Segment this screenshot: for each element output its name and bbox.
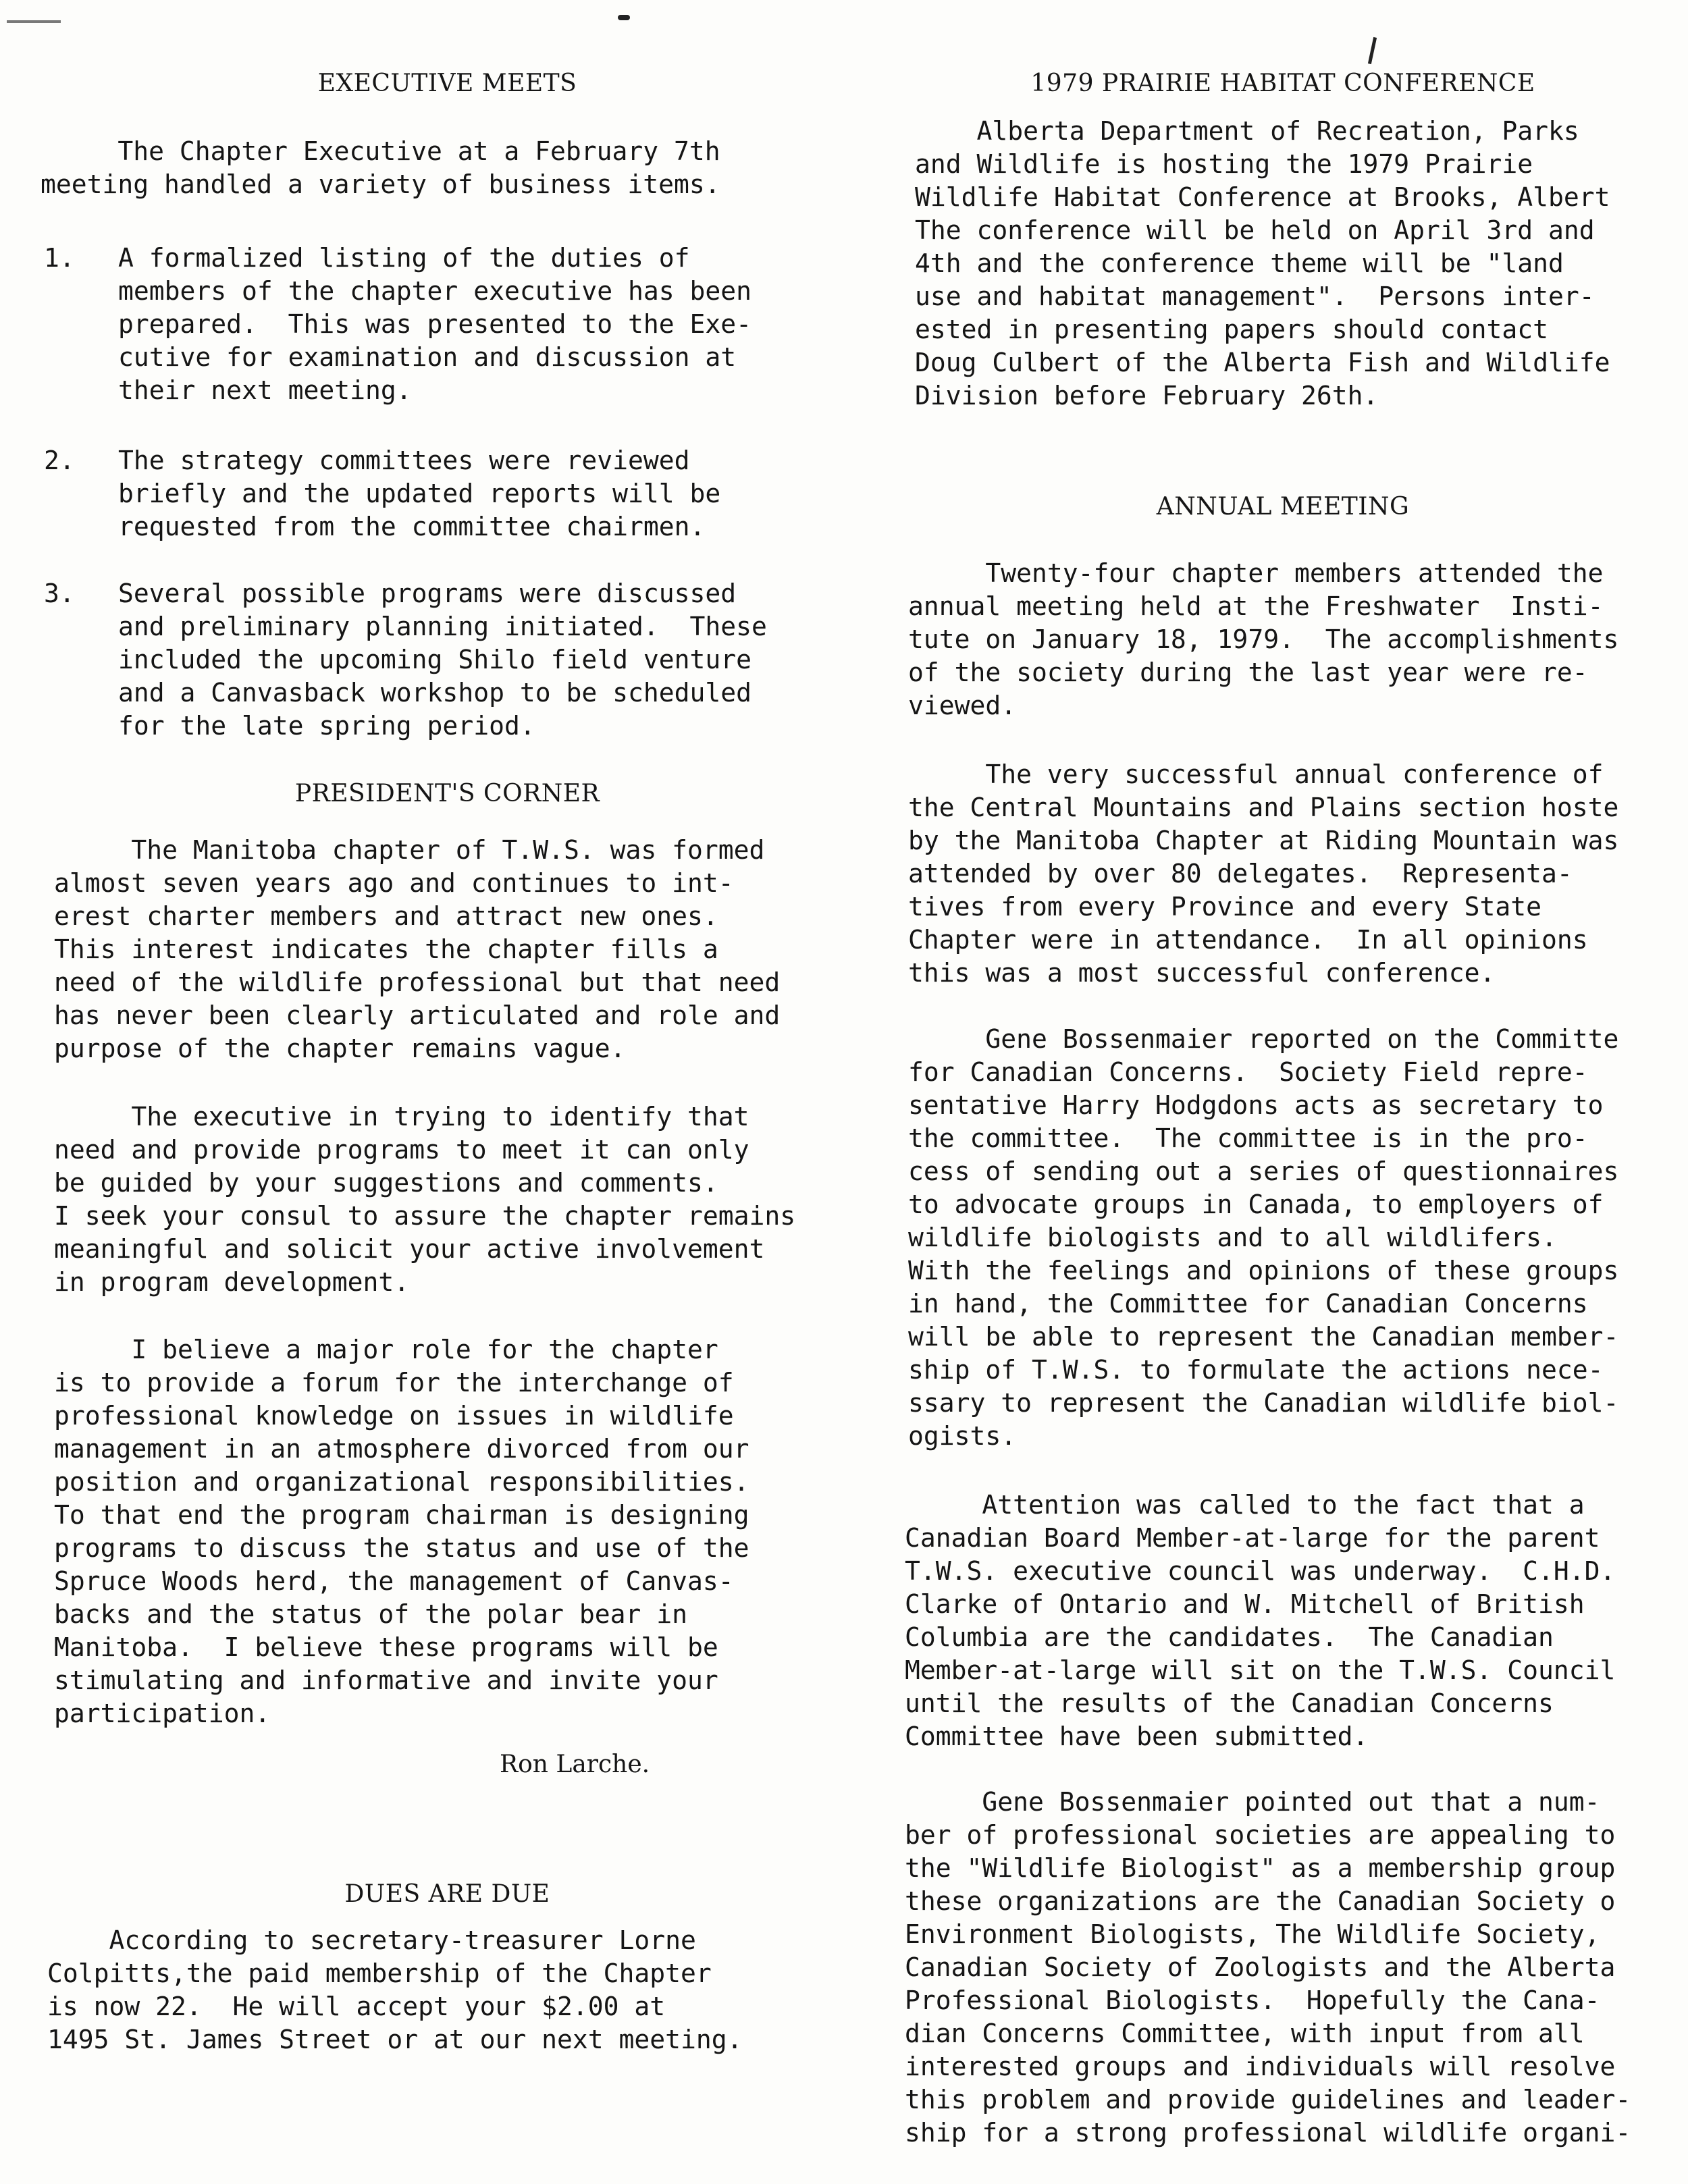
annual-paragraph-3: Gene Bossenmaier reported on the Committe for Canadian Concerns. Society Field repre- sentative Harry Hodgdons acts as secretary to the committee. The committee is in the pro- cess of sending out a series of questionnaires to advocate groups in Canada, to employers of wildlife biologists and to all wildlifers. With the feelings and opinions of these groups in hand, the Committee for Canadian Concerns will be able to represent the Canadian member- ship of T.W.S. to formulate the actions nece- ssary to represent the Canadian wildlife biol- ogists. bbox=[908, 1024, 1619, 1451]
annual-paragraph-2: The very successful annual conference of the Central Mountains and Plains section hoste by the Manitoba Chapter at Riding Mountain was attended by over 80 delegates. Representa- tives from every Province and every State Chapter were in attendance. In all opinions this was a most successful conference. bbox=[908, 760, 1619, 988]
president-paragraph-2: The executive in trying to identify that need and provide programs to meet it can only be guided by your suggestions and comments. I seek your consul to assure the chapter remains meaningful and solicit your active involvement in program development. bbox=[54, 1102, 796, 1297]
president-paragraph-1: The Manitoba chapter of T.W.S. was formed almost seven years ago and continues to int- erest charter members and attract new ones. This interest indicates the chapter fills a need of the wildlife professional but that need has never been clearly articulated and role and purpose of the chapter remains vague. bbox=[54, 835, 781, 1063]
annual-paragraph-5: Gene Bossenmaier pointed out that a num- ber of professional societies are appealing to the "Wildlife Biologist" as a membership group these organizations are the Canadian Society o Environment Biologists, The Wildlife Society, Canadian Society of Zoologists and the Alberta Professional Biologists. Hopefully the Cana- dian Concerns Committee, with input from all interested groups and individuals will resolve this problem and provide guidelines and leader- ship for a strong professional wildlife organi- bbox=[905, 1787, 1631, 2148]
dues-paragraph: According to secretary-treasurer Lorne Colpitts,the paid membership of the Chapter is now 22. He will accept your $2.00 at 1495 St. James Street or at our next meeting. bbox=[47, 1925, 743, 2054]
item-number: 1. bbox=[44, 243, 75, 273]
item-number: 3. bbox=[44, 579, 75, 608]
item-text: A formalized listing of the duties of members of the chapter executive has been prepared. This was presented to the Exe- cutive for examination and discussion at their next meeting. bbox=[118, 243, 751, 405]
scan-mark-top-center bbox=[618, 15, 630, 20]
conference-paragraph: Alberta Department of Recreation, Parks and Wildlife is hosting the 1979 Prairie Wildlife Habitat Conference at Brooks, Albert The conference will be held on April 3rd and 4th and the conference theme will be "land use and habitat management". Persons inter- ested in presenting papers should contact Doug Culbert of the Alberta Fish and Wildlife Division before February 26th. bbox=[915, 116, 1610, 410]
pen-mark-top-right bbox=[1368, 37, 1377, 64]
annual-paragraph-4: Attention was called to the fact that a Canadian Board Member-at-large for the parent T.W.S. executive council was underway. C.H.D. Clarke of Ontario and W. Mitchell of British Columbia are the candidates. The Canadian Member-at-large will sit on the T.W.S. Council until the results of the Canadian Concerns Committee have been submitted. bbox=[905, 1490, 1616, 1751]
signature: Ron Larche. bbox=[500, 1751, 650, 1778]
executive-meets-heading: EXECUTIVE MEETS bbox=[317, 70, 577, 97]
annual-paragraph-1: Twenty-four chapter members attended the annual meeting held at the Freshwater Insti- tute on January 18, 1979. The accomplishments of the society during the last year were re- viewed. bbox=[908, 558, 1619, 720]
item-text: The strategy committees were reviewed briefly and the updated reports will be requested from the committee chairmen. bbox=[118, 446, 721, 541]
prairie-conference-heading: 1979 PRAIRIE HABITAT CONFERENCE bbox=[1030, 70, 1535, 97]
executive-intro: The Chapter Executive at a February 7th meeting handled a variety of business items. bbox=[41, 136, 720, 199]
item-number: 2. bbox=[44, 446, 75, 475]
item-text: Several possible programs were discussed and preliminary planning initiated. These included the upcoming Shilo field venture and a Canvasback workshop to be scheduled for the late spring period. bbox=[118, 579, 767, 741]
annual-meeting-heading: ANNUAL MEETING bbox=[1156, 493, 1410, 521]
dues-heading: DUES ARE DUE bbox=[344, 1880, 550, 1908]
presidents-corner-heading: PRESIDENT'S CORNER bbox=[294, 780, 600, 807]
scan-mark-top-left bbox=[7, 20, 61, 23]
president-paragraph-3: I believe a major role for the chapter is to provide a forum for the interchange of professional knowledge on issues in wildlife management in an atmosphere divorced from our position and organizational responsibilities. To that end the program chairman is designing programs to discuss the status and use of the Spruce Woods herd, the management of Canvas- backs and the status of the polar bear in Manitoba. I believe these programs will be stimulating and informative and invite your participation. bbox=[54, 1335, 749, 1728]
